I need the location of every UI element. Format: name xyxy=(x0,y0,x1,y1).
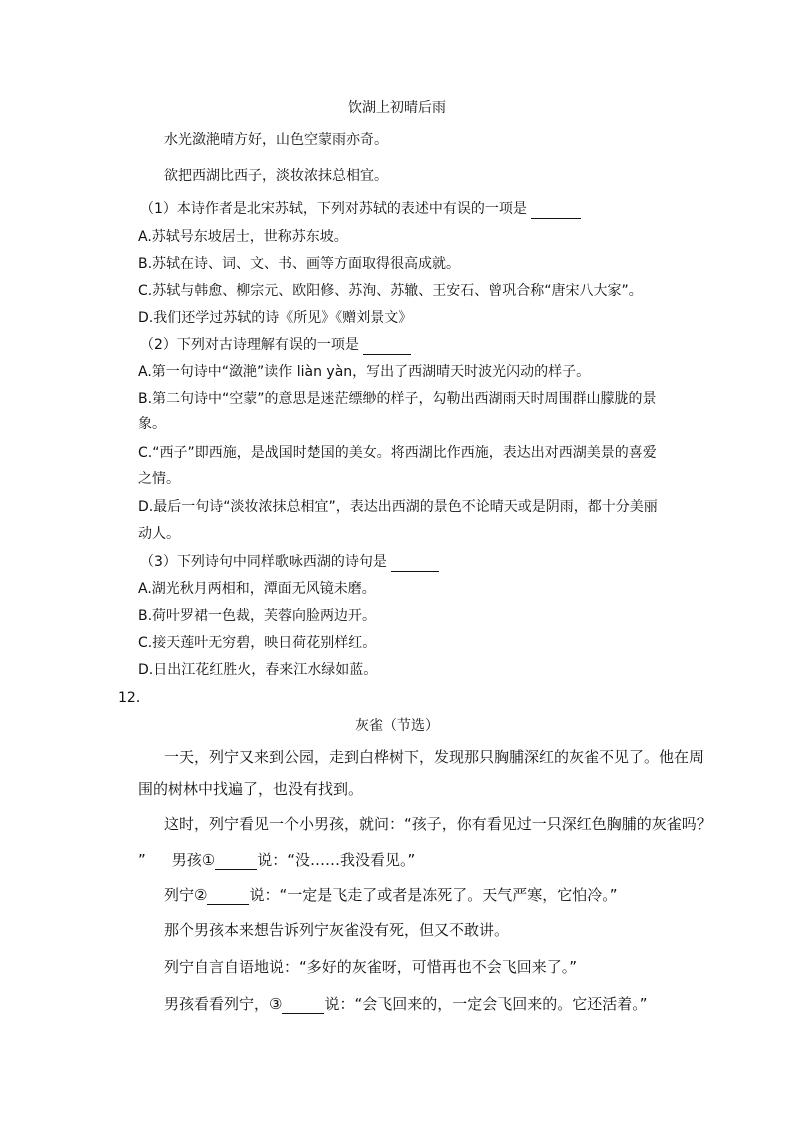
poem-line-2: 欲把西湖比西子，淡妆浓抹总相宜。 xyxy=(164,168,388,184)
poem-title: 饮湖上初晴后雨 xyxy=(348,100,446,116)
q3-option-c: C.接天莲叶无穷碧，映日荷花别样红。 xyxy=(138,635,377,651)
q12-p7-suffix: 说：“会飞回来的，一定会飞回来的。它还活着。” xyxy=(324,995,648,1013)
q1-stem: （1）本诗作者是北宋苏轼，下列对苏轼的表述中有误的一项是 xyxy=(140,201,527,217)
q2-option-a: A.第一句诗中“潋滟”读作 liàn yàn，写出了西湖晴天时波光闪动的样子。 xyxy=(138,364,591,380)
q12-quote-mark: ” xyxy=(138,851,146,869)
q2-option-d-line-2: 动人。 xyxy=(138,526,180,542)
q3-option-d: D.日出江花红胜火，春来江水绿如蓝。 xyxy=(138,662,378,678)
q12-paragraph-7 xyxy=(164,994,648,1014)
q1-option-b: B.苏轼在诗、词、文、书、画等方面取得很高成就。 xyxy=(138,256,461,272)
q12-blank-2[interactable] xyxy=(207,890,249,905)
q1-answer-blank[interactable] xyxy=(531,204,581,219)
q3-option-b: B.荷叶罗裙一色裁，芙蓉向脸两边开。 xyxy=(138,608,377,624)
q12-p3-prefix: 男孩① xyxy=(171,851,216,869)
q12-blank-1[interactable] xyxy=(215,855,257,870)
q2-answer-blank[interactable] xyxy=(363,340,411,355)
q12-paragraph-6: 列宁自言自语地说：“多好的灰雀呀，可惜再也不会飞回来了。” xyxy=(164,958,578,976)
q12-blank-3[interactable] xyxy=(282,999,324,1014)
q1-option-d: D.我们还学过苏轼的诗《所见》《赠刘景文》 xyxy=(138,310,413,326)
q1-option-a: A.苏轼号东坡居士，世称苏东坡。 xyxy=(138,229,348,245)
q2-option-c-line-2: 之情。 xyxy=(138,471,180,487)
q1-stem-line xyxy=(140,199,581,219)
q3-stem: （3）下列诗句中同样歌咏西湖的诗句是 xyxy=(140,554,387,570)
q2-option-c-line-1: C.“西子”即西施，是战国时楚国的美女。将西湖比作西施，表达出对西湖美景的喜爱 xyxy=(138,445,657,461)
q2-stem-line xyxy=(140,335,411,355)
q3-answer-blank[interactable] xyxy=(391,557,439,572)
q12-p7-prefix: 男孩看看列宁，③ xyxy=(164,995,283,1013)
q12-paragraph-4 xyxy=(164,885,618,905)
q1-option-c: C.苏轼与韩愈、柳宗元、欧阳修、苏洵、苏辙、王安石、曾巩合称“唐宋八大家”。 xyxy=(138,283,643,299)
q2-option-d-line-1: D.最后一句诗“淡妆浓抹总相宜”，表达出西湖的景色不论晴天或是阴雨，都十分美丽 xyxy=(138,499,658,515)
q2-option-b-line-2: 象。 xyxy=(138,416,166,432)
q12-p4-prefix: 列宁② xyxy=(164,886,208,904)
q12-title: 灰雀（节选） xyxy=(355,718,439,734)
q2-option-b-line-1: B.第二句诗中“空蒙”的意思是迷茫缥缈的样子，勾勒出西湖雨天时周围群山朦胧的景 xyxy=(138,391,657,407)
poem-line-1: 水光潋滟晴方好，山色空蒙雨亦奇。 xyxy=(164,132,388,148)
q12-paragraph-5: 那个男孩本来想告诉列宁灰雀没有死，但又不敢讲。 xyxy=(164,921,510,939)
q12-paragraph-2: 这时，列宁看见一个小男孩，就问：“孩子，你有看见过一只深红色胸脯的灰雀吗？ xyxy=(164,815,712,833)
q12-paragraph-3 xyxy=(138,850,415,870)
q12-paragraph-1-line-1: 一天，列宁又来到公园，走到白桦树下，发现那只胸脯深红的灰雀不见了。他在周 xyxy=(164,748,705,766)
q12-number: 12． xyxy=(118,690,150,706)
q12-p3-suffix: 说：“没……我没看见。” xyxy=(257,851,416,869)
q12-paragraph-1-line-2: 围的树林中找遍了，也没有找到。 xyxy=(138,780,364,798)
q3-stem-line xyxy=(140,552,439,572)
q3-option-a: A.湖光秋月两相和，潭面无风镜未磨。 xyxy=(138,581,376,597)
q2-stem: （2）下列对古诗理解有误的一项是 xyxy=(140,337,359,353)
q12-p4-suffix: 说：“一定是飞走了或者是冻死了。天气严寒，它怕冷。” xyxy=(249,886,618,904)
